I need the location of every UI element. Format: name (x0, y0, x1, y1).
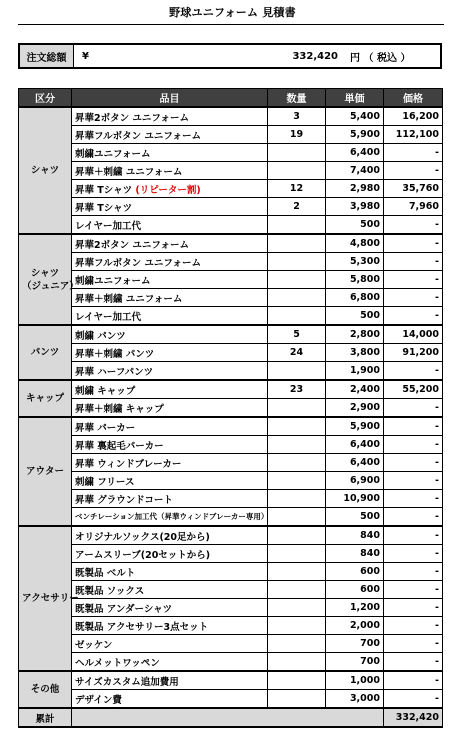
quantity-cell (268, 454, 326, 472)
quantity-cell (268, 635, 326, 653)
item-name: 昇華 Tシャツ (75, 184, 136, 196)
table-row (19, 271, 443, 289)
quantity-cell (268, 417, 326, 436)
table-row (19, 198, 443, 216)
item-cell (72, 253, 268, 271)
item-cell (72, 325, 268, 344)
estimate-table (18, 88, 443, 728)
table-row (19, 599, 443, 617)
price-cell: 14,000 (384, 325, 443, 344)
unit-price-cell: 5,900 (326, 126, 384, 144)
category-cell (19, 107, 72, 234)
price-cell: - (384, 271, 443, 289)
currency-symbol: ¥ (82, 50, 89, 62)
table-row (19, 380, 443, 399)
table-row (19, 690, 443, 709)
item-cell (72, 417, 268, 436)
table-header-row (19, 89, 443, 108)
table-row (19, 253, 443, 271)
quantity-cell (268, 690, 326, 709)
quantity-cell: 3 (268, 107, 326, 126)
table-row (19, 545, 443, 563)
unit-price-cell: 5,900 (326, 417, 384, 436)
quantity-cell: 19 (268, 126, 326, 144)
total-label: 累計 (19, 708, 72, 727)
price-cell: - (384, 671, 443, 690)
quantity-cell: 5 (268, 325, 326, 344)
category-cell (19, 325, 72, 380)
item-name: ゼッケン (75, 639, 113, 651)
unit-price-cell: 2,000 (326, 617, 384, 635)
unit-price-cell: 500 (326, 508, 384, 527)
quantity-cell (268, 671, 326, 690)
table-row (19, 490, 443, 508)
quantity-cell (268, 399, 326, 418)
item-cell (72, 563, 268, 581)
table-row (19, 289, 443, 307)
item-name: ヘルメットワッペン (75, 657, 160, 669)
item-cell (72, 545, 268, 563)
category-label: アクセサリー (22, 593, 79, 604)
table-row (19, 325, 443, 344)
item-name: 昇華＋刺繍 ユニフォーム (75, 166, 183, 178)
table-row (19, 144, 443, 162)
table-row (19, 216, 443, 235)
header-item: 品目 (72, 89, 268, 108)
document-title: 野球ユニフォーム 見積書 (169, 6, 296, 19)
category-label: その他 (30, 684, 60, 695)
quantity-cell (268, 144, 326, 162)
item-cell (72, 635, 268, 653)
total-amount: 332,420 (384, 708, 443, 727)
item-name: サイズカスタム追加費用 (75, 676, 179, 688)
unit-price-cell: 700 (326, 635, 384, 653)
category-label: シャツ (30, 165, 60, 176)
item-cell (72, 144, 268, 162)
category-cell (19, 526, 79, 671)
price-cell: - (384, 417, 443, 436)
item-cell (72, 671, 268, 690)
unit-price-cell: 4,800 (326, 234, 384, 253)
quantity-cell (268, 563, 326, 581)
price-cell: - (384, 253, 443, 271)
item-name: デザイン費 (75, 694, 122, 706)
price-cell: 112,100 (384, 126, 443, 144)
unit-price-cell: 1,000 (326, 671, 384, 690)
quantity-cell (268, 508, 326, 527)
price-cell: - (384, 690, 443, 709)
quantity-cell (268, 545, 326, 563)
table-row (19, 472, 443, 490)
order-total-amount: 332,420 (292, 50, 338, 62)
price-cell: - (384, 289, 443, 307)
unit-price-cell: 2,900 (326, 399, 384, 418)
table-row (19, 508, 443, 527)
estimate-table-body (19, 107, 443, 727)
item-name: 刺繍 パンツ (75, 330, 126, 342)
unit-price-cell: 2,400 (326, 380, 384, 399)
item-name: 刺繍ユニフォーム (75, 148, 151, 160)
price-cell: - (384, 617, 443, 635)
table-row (19, 344, 443, 362)
item-cell (72, 289, 268, 307)
price-cell: 91,200 (384, 344, 443, 362)
item-name: 既製品 ベルト (75, 567, 136, 579)
table-row (19, 653, 443, 672)
order-total-box (18, 43, 442, 69)
item-cell (72, 362, 268, 381)
item-cell (72, 617, 268, 635)
quantity-cell: 12 (268, 180, 326, 198)
total-spacer (72, 708, 384, 727)
item-cell (72, 653, 268, 672)
unit-price-cell: 600 (326, 581, 384, 599)
table-row (19, 399, 443, 418)
item-cell (72, 490, 268, 508)
price-cell: - (384, 144, 443, 162)
price-cell: - (384, 234, 443, 253)
item-name: 昇華 ウィンドブレーカー (75, 458, 182, 470)
item-name: レイヤー加工代 (75, 311, 142, 323)
quantity-cell (268, 472, 326, 490)
price-cell: - (384, 362, 443, 381)
price-cell: 7,960 (384, 198, 443, 216)
item-name: オリジナルソックス(20足から) (75, 531, 210, 543)
quantity-cell (268, 289, 326, 307)
quantity-cell (268, 234, 326, 253)
unit-price-cell: 2,800 (326, 325, 384, 344)
order-total-unit: 円 （ 税込 ） (350, 52, 411, 64)
price-cell: - (384, 653, 443, 672)
item-cell (72, 581, 268, 599)
price-cell: - (384, 563, 443, 581)
item-cell (72, 599, 268, 617)
price-cell: 55,200 (384, 380, 443, 399)
category-cell (19, 234, 79, 325)
item-cell (72, 198, 268, 216)
price-cell: - (384, 526, 443, 545)
header-unit-price: 単価 (326, 89, 384, 108)
quantity-cell (268, 253, 326, 271)
unit-price-cell: 6,900 (326, 472, 384, 490)
item-cell (72, 690, 268, 709)
item-name: 昇華フルボタン ユニフォーム (75, 257, 201, 269)
table-row (19, 581, 443, 599)
table-row (19, 454, 443, 472)
item-cell (72, 399, 268, 418)
table-row (19, 563, 443, 581)
price-cell: - (384, 436, 443, 454)
table-row (19, 417, 443, 436)
category-cell (19, 417, 72, 526)
unit-price-cell: 5,300 (326, 253, 384, 271)
price-cell: - (384, 635, 443, 653)
quantity-cell (268, 599, 326, 617)
price-cell: - (384, 581, 443, 599)
item-cell (72, 216, 268, 235)
category-label: キャップ (25, 393, 64, 404)
item-name: ベンチレーション加工代（昇華ウィンドブレーカー専用） (75, 512, 269, 521)
price-cell: 16,200 (384, 107, 443, 126)
item-cell (72, 344, 268, 362)
item-name: 昇華＋刺繍 ユニフォーム (75, 293, 183, 305)
header-quantity: 数量 (268, 89, 326, 108)
item-note: (リピーター割) (135, 184, 201, 196)
category-label: アウター (26, 466, 64, 477)
price-cell: - (384, 508, 443, 527)
quantity-cell: 24 (268, 344, 326, 362)
item-name: 既製品 アンダーシャツ (75, 603, 173, 615)
item-name: 昇華 パーカー (75, 422, 136, 434)
table-row (19, 526, 443, 545)
quantity-cell (268, 362, 326, 381)
price-cell: - (384, 399, 443, 418)
price-cell: - (384, 216, 443, 235)
table-row (19, 126, 443, 144)
price-cell: - (384, 307, 443, 326)
table-row (19, 180, 443, 198)
price-cell: - (384, 472, 443, 490)
item-name: 昇華 Tシャツ (75, 202, 133, 214)
item-name: 刺繍 フリース (75, 476, 135, 488)
unit-price-cell: 6,400 (326, 436, 384, 454)
quantity-cell (268, 617, 326, 635)
quantity-cell: 2 (268, 198, 326, 216)
item-cell (72, 508, 268, 527)
item-name: 刺繍 キャップ (75, 385, 136, 397)
price-cell: 35,760 (384, 180, 443, 198)
price-cell: - (384, 162, 443, 180)
quantity-cell (268, 581, 326, 599)
item-name: 昇華2ボタン ユニフォーム (75, 112, 189, 124)
price-cell: - (384, 545, 443, 563)
quantity-cell (268, 490, 326, 508)
unit-price-cell: 5,800 (326, 271, 384, 289)
item-name: 昇華＋刺繍 パンツ (75, 348, 155, 360)
item-name: 既製品 アクセサリー3点セット (75, 621, 209, 633)
unit-price-cell: 3,800 (326, 344, 384, 362)
item-cell (72, 234, 268, 253)
quantity-cell (268, 653, 326, 672)
quantity-cell (268, 271, 326, 289)
unit-price-cell: 10,900 (326, 490, 384, 508)
unit-price-cell: 840 (326, 545, 384, 563)
table-row (19, 307, 443, 326)
item-cell (72, 271, 268, 289)
price-cell: - (384, 599, 443, 617)
order-total-value (74, 45, 440, 67)
item-name: 昇華＋刺繍 キャップ (75, 403, 164, 415)
total-row (19, 708, 443, 727)
quantity-cell (268, 216, 326, 235)
price-cell: - (384, 454, 443, 472)
unit-price-cell: 500 (326, 307, 384, 326)
unit-price-cell: 840 (326, 526, 384, 545)
item-cell (72, 126, 268, 144)
title-underline (18, 24, 444, 25)
unit-price-cell: 3,000 (326, 690, 384, 709)
header-category: 区分 (19, 89, 72, 108)
item-cell (72, 380, 268, 399)
item-cell (72, 526, 268, 545)
table-row (19, 234, 443, 253)
header-price: 価格 (384, 89, 443, 108)
quantity-cell (268, 307, 326, 326)
table-row (19, 436, 443, 454)
quantity-cell (268, 436, 326, 454)
category-label: パンツ (30, 347, 60, 358)
unit-price-cell: 500 (326, 216, 384, 235)
category-cell (19, 380, 72, 417)
unit-price-cell: 3,980 (326, 198, 384, 216)
item-cell (72, 162, 268, 180)
table-row (19, 162, 443, 180)
unit-price-cell: 700 (326, 653, 384, 672)
category-cell (19, 671, 72, 708)
unit-price-cell: 600 (326, 563, 384, 581)
item-cell (72, 307, 268, 326)
item-cell (72, 472, 268, 490)
item-cell (72, 454, 268, 472)
category-label: シャツ (30, 267, 60, 279)
table-row (19, 107, 443, 126)
item-name: 刺繍ユニフォーム (75, 275, 151, 287)
table-row (19, 635, 443, 653)
item-cell (72, 180, 268, 198)
category-label: （ジュニア） (22, 280, 79, 292)
unit-price-cell: 7,400 (326, 162, 384, 180)
item-name: 既製品 ソックス (75, 585, 145, 597)
unit-price-cell: 1,900 (326, 362, 384, 381)
item-name: 昇華 グラウンドコート (75, 494, 173, 506)
quantity-cell: 23 (268, 380, 326, 399)
order-total-label: 注文総額 (20, 45, 74, 67)
table-row (19, 671, 443, 690)
item-name: 昇華フルボタン ユニフォーム (75, 130, 201, 142)
item-cell (72, 107, 268, 126)
unit-price-cell: 6,400 (326, 454, 384, 472)
unit-price-cell: 6,800 (326, 289, 384, 307)
table-row (19, 362, 443, 381)
item-name: 昇華2ボタン ユニフォーム (75, 239, 189, 251)
item-cell (72, 436, 268, 454)
quantity-cell (268, 162, 326, 180)
unit-price-cell: 1,200 (326, 599, 384, 617)
table-row (19, 617, 443, 635)
item-name: 昇華 ハーフパンツ (75, 366, 154, 378)
item-name: 昇華 裏起毛パーカー (75, 440, 164, 452)
item-name: アームスリーブ(20セットから) (75, 549, 211, 561)
unit-price-cell: 5,400 (326, 107, 384, 126)
quantity-cell (268, 526, 326, 545)
unit-price-cell: 6,400 (326, 144, 384, 162)
price-cell: - (384, 490, 443, 508)
item-name: レイヤー加工代 (75, 220, 142, 232)
unit-price-cell: 2,980 (326, 180, 384, 198)
